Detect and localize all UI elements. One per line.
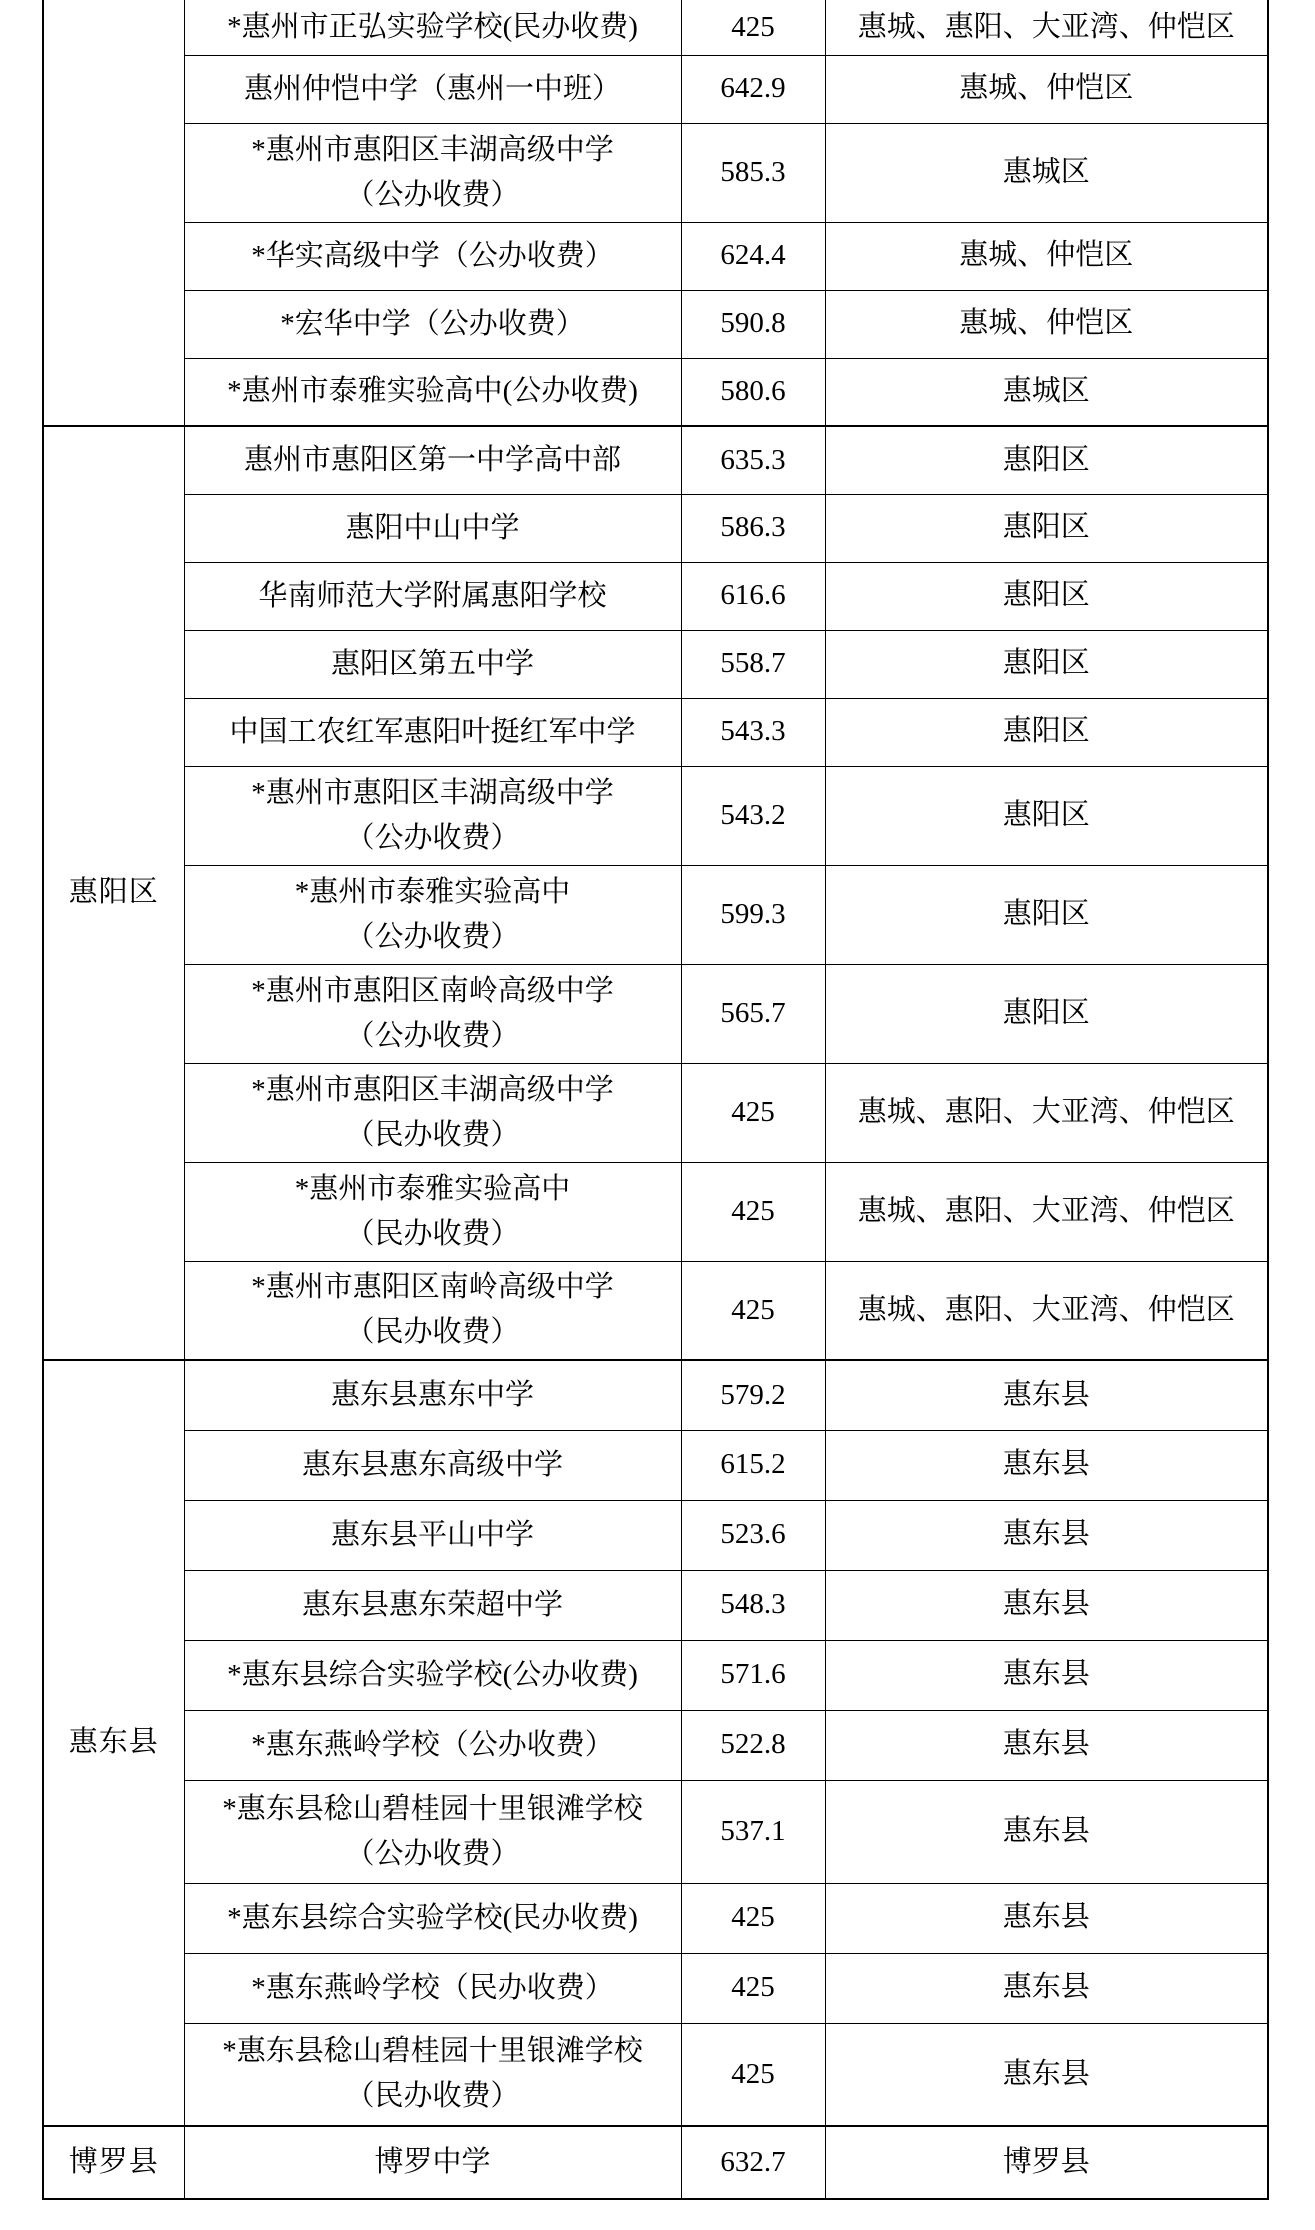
school-cell bbox=[184, 290, 681, 358]
score-cell bbox=[681, 630, 825, 698]
school-cell bbox=[184, 1780, 681, 1883]
region-value: 惠城、惠阳、大亚湾、仲恺区 bbox=[857, 1095, 1235, 1128]
score-value: 642.9 bbox=[720, 72, 786, 105]
region-cell bbox=[825, 0, 1268, 55]
table-row bbox=[43, 0, 1268, 55]
region-cell bbox=[825, 358, 1268, 426]
score-value: 522.8 bbox=[720, 1728, 786, 1761]
school-name-line: （民办收费） bbox=[345, 1316, 520, 1349]
score-value: 615.2 bbox=[720, 1448, 786, 1481]
school-cell bbox=[184, 0, 681, 55]
district-label: 惠阳区 bbox=[68, 876, 159, 909]
score-value: 590.8 bbox=[720, 307, 786, 340]
score-cell bbox=[681, 222, 825, 290]
school-name-line: *惠东燕岭学校（民办收费） bbox=[251, 1971, 614, 2004]
score-value: 579.2 bbox=[720, 1378, 786, 1411]
region-value: 惠城、仲恺区 bbox=[959, 307, 1134, 340]
region-value: 惠城、惠阳、大亚湾、仲恺区 bbox=[857, 10, 1235, 43]
region-value: 惠东县 bbox=[1002, 2057, 1090, 2090]
school-cell bbox=[184, 1953, 681, 2023]
table-row bbox=[43, 1883, 1268, 1953]
school-name-line: *惠州市惠阳区丰湖高级中学 bbox=[251, 776, 614, 809]
region-value: 惠阳区 bbox=[1002, 798, 1090, 831]
region-value: 惠城区 bbox=[1002, 155, 1090, 188]
school-name-line: 惠东县惠东高级中学 bbox=[301, 1448, 563, 1481]
region-cell bbox=[825, 2126, 1268, 2199]
table-row bbox=[43, 494, 1268, 562]
score-value: 537.1 bbox=[720, 1814, 786, 1847]
score-cell bbox=[681, 1261, 825, 1360]
score-cell bbox=[681, 358, 825, 426]
region-value: 惠阳区 bbox=[1002, 897, 1090, 930]
school-name-line: *惠东县综合实验学校(民办收费) bbox=[227, 1901, 638, 1934]
region-value: 惠阳区 bbox=[1002, 443, 1090, 476]
score-value: 586.3 bbox=[720, 511, 786, 544]
score-cell bbox=[681, 1063, 825, 1162]
score-cell bbox=[681, 1360, 825, 1430]
region-cell bbox=[825, 1063, 1268, 1162]
region-cell bbox=[825, 426, 1268, 494]
school-cell bbox=[184, 1710, 681, 1780]
school-name-line: 惠东县平山中学 bbox=[330, 1518, 534, 1551]
table-row bbox=[43, 2023, 1268, 2126]
region-value: 博罗县 bbox=[1002, 2145, 1090, 2178]
score-value: 624.4 bbox=[720, 239, 786, 272]
school-cell bbox=[184, 865, 681, 964]
school-name-line: *宏华中学（公办收费） bbox=[280, 307, 585, 340]
district-label: 惠东县 bbox=[68, 1726, 159, 1759]
region-cell bbox=[825, 865, 1268, 964]
district-label: 博罗县 bbox=[68, 2145, 159, 2178]
region-value: 惠东县 bbox=[1002, 1814, 1090, 1847]
score-value: 543.3 bbox=[720, 715, 786, 748]
score-value: 635.3 bbox=[720, 443, 786, 476]
district-cell bbox=[43, 0, 184, 426]
school-cell bbox=[184, 1883, 681, 1953]
table-row bbox=[43, 964, 1268, 1063]
table-row bbox=[43, 1360, 1268, 1430]
school-name-line: （公办收费） bbox=[345, 821, 520, 854]
table-row bbox=[43, 426, 1268, 494]
score-cell bbox=[681, 1640, 825, 1710]
table-row bbox=[43, 1710, 1268, 1780]
school-name-line: （公办收费） bbox=[345, 920, 520, 953]
table-row bbox=[43, 766, 1268, 865]
region-value: 惠城、仲恺区 bbox=[959, 72, 1134, 105]
region-cell bbox=[825, 1953, 1268, 2023]
school-cell bbox=[184, 1430, 681, 1500]
score-value: 425 bbox=[731, 1194, 775, 1227]
score-value: 571.6 bbox=[720, 1658, 786, 1691]
school-cell bbox=[184, 562, 681, 630]
score-cell bbox=[681, 426, 825, 494]
region-cell bbox=[825, 2023, 1268, 2126]
school-name-line: 中国工农红军惠阳叶挺红军中学 bbox=[229, 715, 636, 748]
region-cell bbox=[825, 1780, 1268, 1883]
score-cell bbox=[681, 698, 825, 766]
score-cell bbox=[681, 562, 825, 630]
region-cell bbox=[825, 1162, 1268, 1261]
score-value: 558.7 bbox=[720, 647, 786, 680]
score-cell bbox=[681, 1883, 825, 1953]
school-name-line: *华实高级中学（公办收费） bbox=[251, 239, 614, 272]
school-cell bbox=[184, 1500, 681, 1570]
school-name-line: *惠州市正弘实验学校(民办收费) bbox=[227, 10, 638, 43]
region-cell bbox=[825, 630, 1268, 698]
school-name-line: 惠阳区第五中学 bbox=[330, 647, 534, 680]
score-value: 565.7 bbox=[720, 996, 786, 1029]
table-row bbox=[43, 865, 1268, 964]
score-cell bbox=[681, 2126, 825, 2199]
score-cell bbox=[681, 55, 825, 123]
school-name-line: 华南师范大学附属惠阳学校 bbox=[258, 579, 607, 612]
region-cell bbox=[825, 698, 1268, 766]
region-value: 惠东县 bbox=[1002, 1658, 1090, 1691]
region-cell bbox=[825, 1570, 1268, 1640]
score-cell bbox=[681, 123, 825, 222]
school-cell bbox=[184, 1063, 681, 1162]
region-value: 惠东县 bbox=[1002, 1588, 1090, 1621]
region-cell bbox=[825, 562, 1268, 630]
school-cell bbox=[184, 123, 681, 222]
region-cell bbox=[825, 1500, 1268, 1570]
school-name-line: （公办收费） bbox=[345, 178, 520, 211]
school-name-line: 惠东县惠东中学 bbox=[330, 1378, 534, 1411]
table-row bbox=[43, 1780, 1268, 1883]
score-cell bbox=[681, 1430, 825, 1500]
school-cell bbox=[184, 2023, 681, 2126]
region-value: 惠阳区 bbox=[1002, 647, 1090, 680]
region-value: 惠阳区 bbox=[1002, 996, 1090, 1029]
school-name-line: 惠州仲恺中学（惠州一中班） bbox=[243, 72, 621, 105]
table-row bbox=[43, 1063, 1268, 1162]
score-cell bbox=[681, 865, 825, 964]
table-row bbox=[43, 1162, 1268, 1261]
score-value: 585.3 bbox=[720, 155, 786, 188]
table-row bbox=[43, 222, 1268, 290]
region-cell bbox=[825, 222, 1268, 290]
school-cell bbox=[184, 55, 681, 123]
region-cell bbox=[825, 290, 1268, 358]
table-row bbox=[43, 358, 1268, 426]
region-value: 惠东县 bbox=[1002, 1728, 1090, 1761]
school-cell bbox=[184, 358, 681, 426]
score-value: 425 bbox=[731, 1971, 775, 2004]
table-row bbox=[43, 290, 1268, 358]
region-value: 惠城、惠阳、大亚湾、仲恺区 bbox=[857, 1293, 1235, 1326]
score-cell bbox=[681, 1162, 825, 1261]
table-row bbox=[43, 1570, 1268, 1640]
score-cell bbox=[681, 964, 825, 1063]
school-name-line: （民办收费） bbox=[345, 1118, 520, 1151]
region-cell bbox=[825, 494, 1268, 562]
region-value: 惠东县 bbox=[1002, 1378, 1090, 1411]
score-value: 425 bbox=[731, 2057, 775, 2090]
school-cell bbox=[184, 1162, 681, 1261]
school-name-line: 惠州市惠阳区第一中学高中部 bbox=[243, 443, 621, 476]
score-cell bbox=[681, 1710, 825, 1780]
school-name-line: *惠州市惠阳区丰湖高级中学 bbox=[251, 1073, 614, 1106]
score-cell bbox=[681, 2023, 825, 2126]
score-value: 616.6 bbox=[720, 579, 786, 612]
school-name-line: *惠东县综合实验学校(公办收费) bbox=[227, 1658, 638, 1691]
school-name-line: 博罗中学 bbox=[374, 2146, 491, 2179]
district-cell bbox=[43, 426, 184, 1360]
school-cell bbox=[184, 766, 681, 865]
school-cell bbox=[184, 964, 681, 1063]
school-name-line: 惠东县惠东荣超中学 bbox=[301, 1588, 563, 1621]
region-value: 惠阳区 bbox=[1002, 715, 1090, 748]
school-cell bbox=[184, 1360, 681, 1430]
table-row bbox=[43, 55, 1268, 123]
region-value: 惠城、惠阳、大亚湾、仲恺区 bbox=[857, 1194, 1235, 1227]
score-cell bbox=[681, 1780, 825, 1883]
table-row bbox=[43, 1640, 1268, 1710]
school-name-line: *惠东县稔山碧桂园十里银滩学校 bbox=[222, 2035, 643, 2068]
score-cell bbox=[681, 1953, 825, 2023]
score-cell bbox=[681, 766, 825, 865]
school-name-line: *惠东县稔山碧桂园十里银滩学校 bbox=[222, 1792, 643, 1825]
school-cell bbox=[184, 1570, 681, 1640]
table-row bbox=[43, 630, 1268, 698]
region-cell bbox=[825, 964, 1268, 1063]
school-name-line: *惠东燕岭学校（公办收费） bbox=[251, 1728, 614, 1761]
score-value: 425 bbox=[731, 1095, 775, 1128]
score-cell bbox=[681, 0, 825, 55]
score-cell bbox=[681, 494, 825, 562]
table-row bbox=[43, 1261, 1268, 1360]
table-row bbox=[43, 698, 1268, 766]
region-cell bbox=[825, 1710, 1268, 1780]
district-cell bbox=[43, 2126, 184, 2199]
score-cell bbox=[681, 1500, 825, 1570]
school-name-line: （公办收费） bbox=[345, 1019, 520, 1052]
table-row bbox=[43, 1500, 1268, 1570]
region-value: 惠东县 bbox=[1002, 1901, 1090, 1934]
region-cell bbox=[825, 55, 1268, 123]
district-cell bbox=[43, 1360, 184, 2126]
region-cell bbox=[825, 1430, 1268, 1500]
school-cell bbox=[184, 426, 681, 494]
table-row bbox=[43, 1953, 1268, 2023]
school-name-line: *惠州市惠阳区丰湖高级中学 bbox=[251, 133, 614, 166]
school-name-line: （公办收费） bbox=[345, 1837, 520, 1870]
score-value: 425 bbox=[731, 1901, 775, 1934]
region-cell bbox=[825, 1360, 1268, 1430]
school-name-line: *惠州市泰雅实验高中 bbox=[294, 1172, 571, 1205]
region-cell bbox=[825, 766, 1268, 865]
region-value: 惠阳区 bbox=[1002, 579, 1090, 612]
score-value: 425 bbox=[731, 1293, 775, 1326]
region-value: 惠城、仲恺区 bbox=[959, 239, 1134, 272]
school-cell bbox=[184, 222, 681, 290]
region-value: 惠阳区 bbox=[1002, 511, 1090, 544]
school-cell bbox=[184, 2126, 681, 2199]
school-cell bbox=[184, 630, 681, 698]
school-name-line: （民办收费） bbox=[345, 2080, 520, 2113]
school-name-line: *惠州市惠阳区南岭高级中学 bbox=[251, 1271, 614, 1304]
score-value: 548.3 bbox=[720, 1588, 786, 1621]
school-cell bbox=[184, 698, 681, 766]
table-row bbox=[43, 2126, 1268, 2199]
score-cell bbox=[681, 290, 825, 358]
school-name-line: *惠州市泰雅实验高中 bbox=[294, 875, 571, 908]
table-row bbox=[43, 562, 1268, 630]
region-cell bbox=[825, 1640, 1268, 1710]
region-cell bbox=[825, 1261, 1268, 1360]
school-cell bbox=[184, 494, 681, 562]
school-name-line: *惠州市泰雅实验高中(公办收费) bbox=[227, 375, 638, 408]
region-value: 惠城区 bbox=[1002, 375, 1090, 407]
score-value: 523.6 bbox=[720, 1518, 786, 1551]
region-value: 惠东县 bbox=[1002, 1518, 1090, 1551]
region-cell bbox=[825, 123, 1268, 222]
score-value: 425 bbox=[731, 10, 775, 43]
school-name-line: *惠州市惠阳区南岭高级中学 bbox=[251, 974, 614, 1007]
score-value: 543.2 bbox=[720, 798, 786, 831]
table-row bbox=[43, 1430, 1268, 1500]
school-name-line: 惠阳中山中学 bbox=[345, 511, 520, 544]
region-value: 惠东县 bbox=[1002, 1448, 1090, 1481]
school-cell bbox=[184, 1261, 681, 1360]
score-cell bbox=[681, 1570, 825, 1640]
region-cell bbox=[825, 1883, 1268, 1953]
score-value: 599.3 bbox=[720, 897, 786, 930]
score-value: 632.7 bbox=[720, 2145, 786, 2178]
school-cell bbox=[184, 1640, 681, 1710]
table-row bbox=[43, 123, 1268, 222]
region-value: 惠东县 bbox=[1002, 1971, 1090, 2004]
school-name-line: （民办收费） bbox=[345, 1217, 520, 1250]
score-value: 580.6 bbox=[720, 375, 786, 407]
admission-score-table bbox=[42, 0, 1269, 2200]
